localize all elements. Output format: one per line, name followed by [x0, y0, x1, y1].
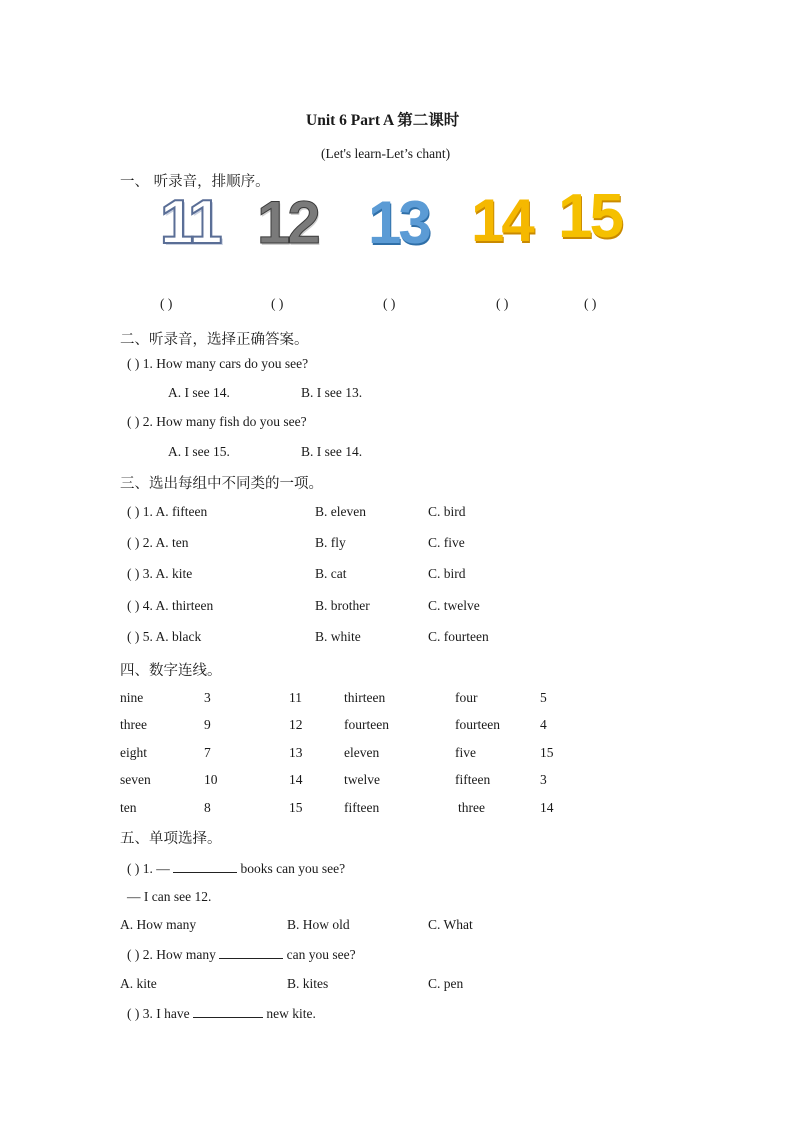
option-c: C. bird: [428, 566, 466, 581]
option-a: A. I see 14.: [168, 385, 230, 400]
match-number[interactable]: 5: [540, 690, 547, 705]
question-3-prefix: ( ) 3. I have: [127, 1006, 190, 1021]
option-a: A. kite: [120, 976, 157, 991]
question-row[interactable]: ( ) 5. A. black: [127, 629, 202, 644]
option-a: A. How many: [120, 917, 197, 932]
number-12-image: 12: [257, 189, 318, 256]
question-row[interactable]: ( ) 2. A. ten: [127, 535, 189, 550]
option-c: C. fourteen: [428, 629, 489, 644]
question-3-suffix: new kite.: [266, 1006, 316, 1021]
match-word[interactable]: nine: [120, 690, 144, 705]
answer-blank[interactable]: [173, 860, 237, 873]
number-13-image: 13: [368, 189, 429, 256]
option-c: C. five: [428, 535, 465, 550]
match-number[interactable]: 14: [540, 800, 554, 815]
question-2[interactable]: ( ) 2. How many fish do you see?: [127, 414, 307, 429]
match-number[interactable]: 9: [204, 717, 211, 732]
match-number[interactable]: 7: [204, 745, 211, 760]
answer-bracket[interactable]: ( ): [160, 296, 173, 311]
question-2-prefix: ( ) 2. How many: [127, 947, 216, 962]
option-b: B. How old: [287, 917, 350, 932]
match-word[interactable]: four: [455, 690, 478, 705]
match-number[interactable]: 13: [289, 745, 303, 760]
question-row[interactable]: ( ) 4. A. thirteen: [127, 598, 214, 613]
section-2-heading: 二、听录音，选择正确答案。: [120, 332, 309, 348]
match-word[interactable]: ten: [120, 800, 137, 815]
match-word[interactable]: thirteen: [344, 690, 386, 705]
match-word[interactable]: fifteen: [344, 800, 380, 815]
section-4-heading: 四、数字连线。: [120, 663, 222, 679]
answer-bracket[interactable]: ( ): [496, 296, 509, 311]
match-word[interactable]: three: [458, 800, 485, 815]
answer-blank[interactable]: [219, 946, 283, 959]
option-b: B. fly: [315, 535, 346, 550]
answer-blank[interactable]: [193, 1005, 263, 1018]
match-number[interactable]: 8: [204, 800, 211, 815]
option-c: C. pen: [428, 976, 464, 991]
option-b: B. I see 13.: [301, 385, 363, 400]
match-word[interactable]: fifteen: [455, 772, 491, 787]
option-c: C. What: [428, 917, 473, 932]
option-a: A. I see 15.: [168, 444, 230, 459]
match-word[interactable]: seven: [120, 772, 151, 787]
match-number[interactable]: 11: [289, 690, 302, 705]
match-word[interactable]: five: [455, 745, 476, 760]
number-15-image: 15: [558, 182, 621, 251]
page-subtitle: (Let's learn-Let’s chant): [321, 146, 451, 161]
question-row[interactable]: ( ) 3. A. kite: [127, 566, 193, 581]
section-3-heading: 三、选出每组中不同类的一项。: [120, 476, 323, 492]
match-word[interactable]: fourteen: [455, 717, 500, 732]
section-5-heading: 五、单项选择。: [120, 831, 222, 847]
option-b: B. white: [315, 629, 361, 644]
match-word[interactable]: fourteen: [344, 717, 389, 732]
option-b: B. cat: [315, 566, 347, 581]
match-number[interactable]: 15: [540, 745, 554, 760]
option-b: B. brother: [315, 598, 370, 613]
question-2: [127, 946, 356, 963]
answer-bracket[interactable]: ( ): [383, 296, 396, 311]
number-11-image: 11: [160, 188, 220, 257]
match-number[interactable]: 3: [540, 772, 547, 787]
question-1[interactable]: ( ) 1. How many cars do you see?: [127, 356, 309, 371]
question-row[interactable]: ( ) 1. A. fifteen: [127, 504, 208, 519]
match-number[interactable]: 3: [204, 690, 211, 705]
option-c: C. twelve: [428, 598, 480, 613]
match-number[interactable]: 15: [289, 800, 303, 815]
question-2-suffix: can you see?: [286, 947, 356, 962]
match-word[interactable]: three: [120, 717, 147, 732]
match-number[interactable]: 14: [289, 772, 303, 787]
page-title: Unit 6 Part A 第二课时: [306, 112, 460, 129]
question-1: [127, 860, 345, 877]
question-1-prefix: ( ) 1. —: [127, 861, 170, 876]
option-b: B. kites: [287, 976, 329, 991]
number-14-image: 14: [471, 187, 532, 254]
section-1-heading: 一、 听录音，排顺序。: [120, 174, 270, 190]
match-number[interactable]: 12: [289, 717, 303, 732]
answer-bracket[interactable]: ( ): [271, 296, 284, 311]
match-number[interactable]: 4: [540, 717, 547, 732]
question-1-suffix: books can you see?: [240, 861, 346, 876]
match-word[interactable]: eleven: [344, 745, 380, 760]
option-b: B. I see 14.: [301, 444, 363, 459]
match-number[interactable]: 10: [204, 772, 218, 787]
option-c: C. bird: [428, 504, 466, 519]
match-word[interactable]: eight: [120, 745, 147, 760]
dialogue-answer: — I can see 12.: [127, 889, 212, 904]
match-word[interactable]: twelve: [344, 772, 380, 787]
question-3: [127, 1005, 316, 1022]
answer-bracket[interactable]: ( ): [584, 296, 597, 311]
option-b: B. eleven: [315, 504, 366, 519]
